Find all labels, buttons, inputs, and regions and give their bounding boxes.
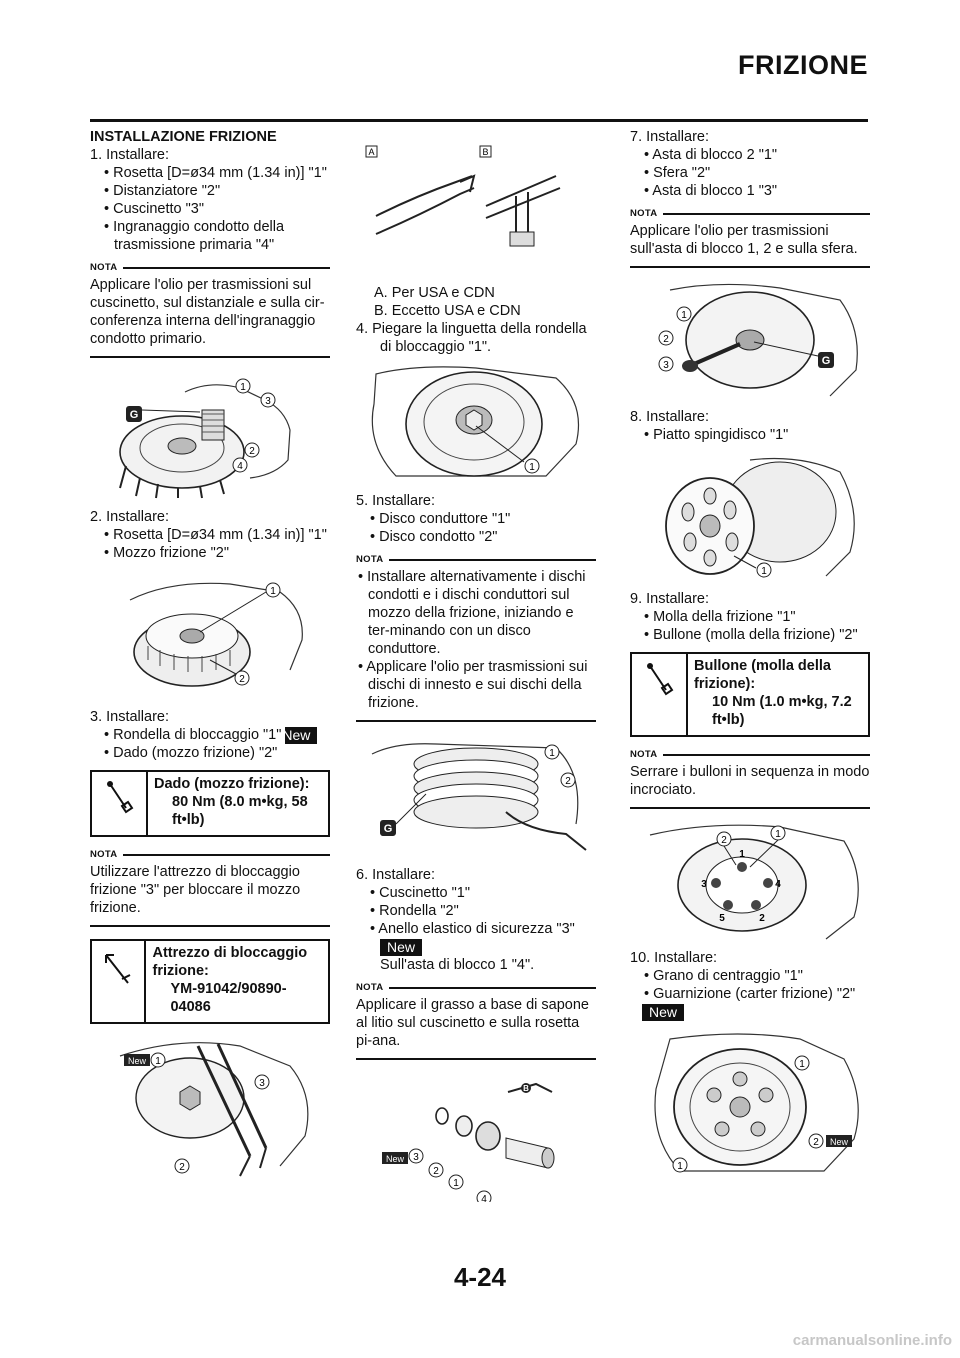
callout-1: 1 [549,748,555,759]
step-7-item: • Asta di blocco 1 "3" [644,183,778,199]
figure-spring-bolts [630,821,870,941]
torque-spec-bolt [630,652,870,737]
callout-2: 2 [565,776,571,787]
sequence-2: 2 [759,913,765,924]
step-4-label: 4. Piegare la linguetta della rondella [356,321,587,337]
sequence-1: 1 [739,849,745,860]
note-label: NOTA [630,749,658,760]
callout-3: 3 [413,1152,419,1163]
callout-1: 1 [453,1178,459,1189]
note-6-text: Serrare i bulloni in sequenza in modo incrociato. [630,761,870,809]
callout-2: 2 [721,835,727,846]
callout-4: 4 [237,461,243,472]
callout-1: 1 [775,829,781,840]
figure-lock-washer [356,364,596,484]
grease-mark: G [383,823,393,835]
callout-2: 2 [813,1137,819,1148]
step-6-item: • Rondella "2" [370,903,459,919]
callout-1: 1 [681,310,687,321]
note-2-text: Utilizzare l'attrezzo di bloccaggio frizione "3" per bloccare il mozzo frizione. [90,861,330,927]
note-4-text: Applicare il grasso a base di sapone al litio sul cuscinetto e sulla rosetta pi-ana. [356,994,596,1060]
page-title: FRIZIONE [738,50,868,80]
step-7-item: • Sfera "2" [644,165,711,181]
step-1-label: 1. Installare: [90,147,169,163]
step-3-label: 3. Installare: [90,709,169,725]
step-5-item: • Disco conduttore "1" [370,511,511,527]
spec-title: Dado (mozzo frizione): [154,776,310,792]
new-badge: New [285,727,317,744]
figure-tab-tools [356,136,596,276]
note-label: NOTA [630,208,658,219]
torque-spec-nut [90,770,330,837]
holding-tool-icon [92,941,146,1022]
legend-b: B. Eccetto USA e CDN [374,303,521,319]
sequence-3: 3 [701,879,707,890]
step-8-label: 8. Installare: [630,409,709,425]
callout-1: 1 [799,1059,805,1070]
section-title: INSTALLAZIONE FRIZIONE [90,129,277,145]
figure-pressure-plate [630,452,870,582]
fig-label-b: B [482,147,489,157]
figure-clutch-plates [356,734,596,858]
grease-mark: G [129,409,139,421]
watermark: carmanualsonline.info [792,1332,952,1349]
b-mark: B [523,1084,529,1093]
step-5-item: • Disco condotto "2" [370,529,498,545]
tool-spec [90,939,330,1024]
tool-title: Attrezzo di bloccaggio [152,945,308,961]
note-2 [90,849,330,927]
column-1 [90,128,330,1194]
spec-title: frizione): [694,676,756,692]
figure-clutch-cover [630,1029,870,1179]
figure-clutch-hub [90,570,330,700]
note-3 [356,554,596,722]
callout-1: 1 [155,1056,161,1067]
step-10-label: 10. Installare: [630,950,718,966]
callout-2: 2 [249,446,255,457]
header-rule [90,119,868,122]
spec-title: Bullone (molla della [694,658,831,674]
column-2 [356,128,596,1210]
callout-2: 2 [239,674,245,685]
step-6-item: • Anello elastico di sicurezza "3" [370,921,575,937]
step-6-label: 6. Installare: [356,867,435,883]
step-7-label: 7. Installare: [630,129,709,145]
note-1 [90,262,330,358]
note-label: NOTA [90,262,118,273]
step-8-item: • Piatto spingidisco "1" [644,427,789,443]
note-1-text: Applicare l'olio per trasmissioni sul cuscinetto, sul distanziale e sulla cir-conferenza interna dell'ingranaggio condotto primario. [90,274,330,358]
figure-push-rod-parts [356,1072,596,1202]
step-1-item: trasmissione primaria "4" [114,237,275,253]
spec-value: ft•lb) [712,712,745,728]
callout-1: 1 [677,1161,683,1172]
note-label: NOTA [90,849,118,860]
tool-code: YM-91042/90890-04086 [170,981,287,1015]
torque-wrench-icon [632,654,688,735]
step-1-item: • Distanziatore "2" [104,183,221,199]
column-3 [630,128,870,1187]
figure-push-rods [630,280,870,400]
step-1-item: • Cuscinetto "3" [104,201,204,217]
step-9-item: • Molla della frizione "1" [644,609,796,625]
note-3-bullet: • Installare alternativamente i dischi condotti e i dischi conduttori sul mozzo della frizione, iniziando e ter-minando con un disco conduttore. [358,569,586,657]
callout-4: 4 [481,1194,487,1202]
tool-title: frizione: [152,963,209,979]
step-4-cont: di bloccaggio "1". [380,339,492,355]
page-number: 4-24 [453,1262,507,1292]
step-5-label: 5. Installare: [356,493,435,509]
step-6-extra: Sull'asta di blocco 1 "4". [380,957,535,973]
step-10-item: • Grano di centraggio "1" [644,968,803,984]
new-badge: New [380,939,422,956]
callout-1: 1 [270,586,276,597]
grease-mark: G [821,355,831,367]
note-5 [630,208,870,268]
spec-value: 10 Nm (1.0 m•kg, 7.2 [712,694,852,710]
callout-3: 3 [259,1078,265,1089]
new-badge: New [642,1004,684,1021]
callout-1: 1 [240,382,246,393]
note-5-text: Applicare l'olio per trasmissioni sull'asta di blocco 1, 2 e sulla sfera. [630,220,870,268]
new-label: New [127,1056,147,1066]
step-10-item: • Guarnizione (carter frizione) "2" [644,986,856,1002]
spec-value: ft•lb) [172,812,205,828]
callout-3: 3 [265,396,271,407]
note-label: NOTA [356,554,384,565]
step-6-item: • Cuscinetto "1" [370,885,470,901]
callout-1: 1 [761,566,767,577]
spec-value: 80 Nm (8.0 m•kg, 58 [172,794,308,810]
callout-3: 3 [663,360,669,371]
step-2-item: • Mozzo frizione "2" [104,545,229,561]
step-7-item: • Asta di blocco 2 "1" [644,147,778,163]
figure-primary-gear [90,370,330,500]
new-label: New [829,1137,849,1147]
step-1-item: • Ingranaggio condotto della [104,219,285,235]
sequence-5: 5 [719,913,725,924]
torque-wrench-icon [92,772,148,835]
step-2-label: 2. Installare: [90,509,169,525]
step-3-item: • Rondella di bloccaggio "1"New [102,726,330,744]
callout-1: 1 [529,462,535,473]
note-4 [356,982,596,1060]
step-9-item: • Bullone (molla della frizione) "2" [644,627,858,643]
callout-2: 2 [663,334,669,345]
note-6 [630,749,870,809]
step-2-item: • Rosetta [D=ø34 mm (1.34 in)] "1" [104,527,327,543]
step-9-label: 9. Installare: [630,591,709,607]
step-1-item: • Rosetta [D=ø34 mm (1.34 in)] "1" [104,165,327,181]
step-3-item: • Dado (mozzo frizione) "2" [104,745,278,761]
callout-2: 2 [179,1162,185,1173]
callout-2: 2 [433,1166,439,1177]
legend-a: A. Per USA e CDN [374,285,495,301]
sequence-4: 4 [775,879,781,890]
note-3-bullet: • Applicare l'olio per trasmissioni sui dischi di innesto e sui dischi della frizione. [358,659,588,711]
figure-holding-tool [90,1036,330,1186]
new-label: New [385,1154,405,1164]
note-label: NOTA [356,982,384,993]
fig-label-a: A [368,147,375,157]
